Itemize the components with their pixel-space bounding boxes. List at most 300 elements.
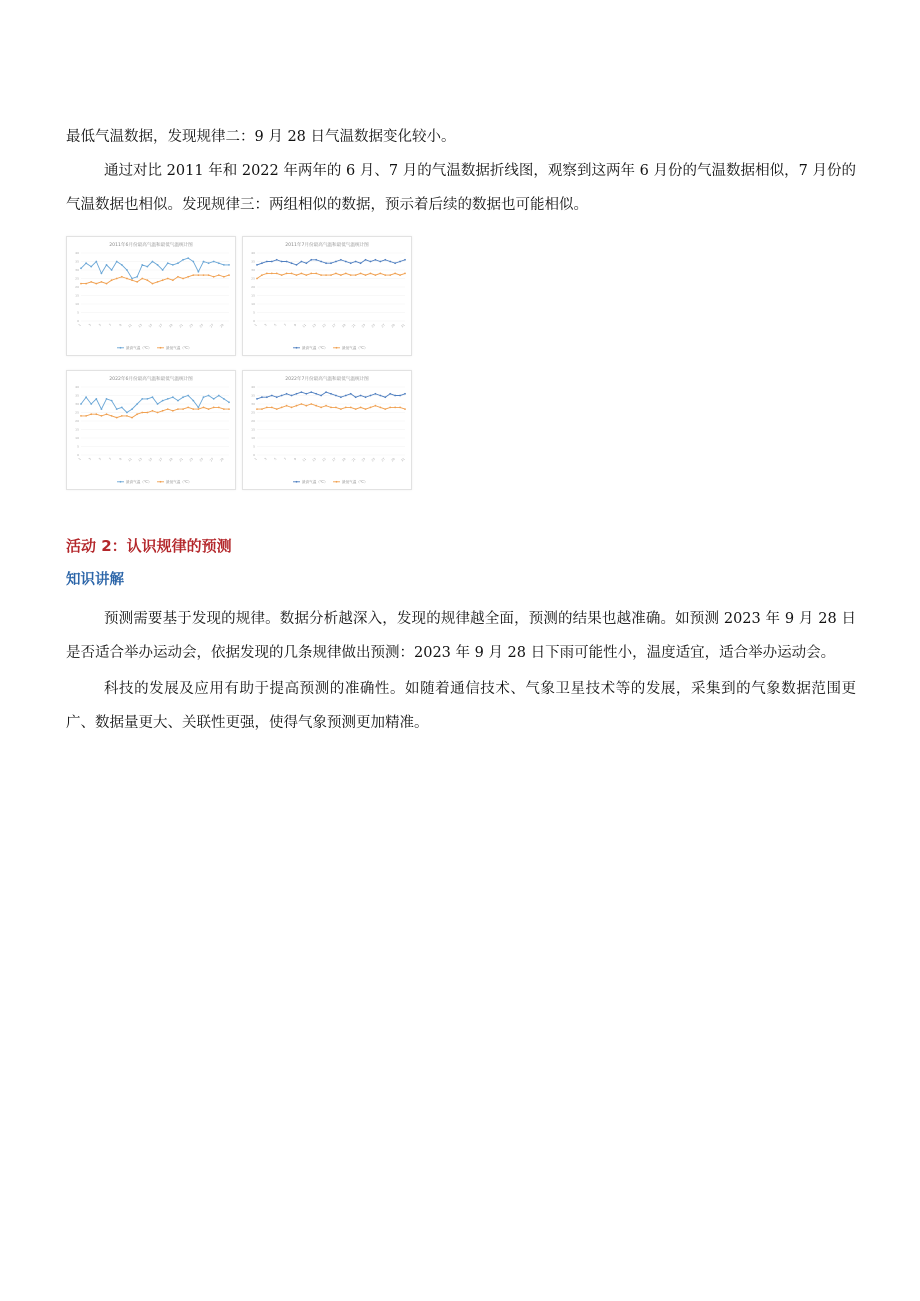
data-point [256,408,258,410]
data-point [404,393,406,395]
data-point [379,261,381,263]
y-tick-label: 10 [75,436,79,440]
x-tick-label: 25 [370,322,377,329]
legend-marker [120,347,122,349]
chart-title: 2022年6月份最高气温和最低气温统计图 [109,377,193,382]
x-tick-label: 5 [97,322,103,328]
data-point [162,400,164,402]
x-tick-label: 27 [208,322,215,329]
legend-label: 最高气温（℃） [302,480,328,484]
x-tick-label: 29 [390,456,396,463]
data-point [291,273,293,275]
legend-marker [296,347,298,349]
y-tick-label: 5 [77,444,79,449]
data-point [157,403,159,405]
x-tick-label: 31 [400,456,406,463]
data-point [399,407,401,409]
y-tick-label: 30 [251,268,255,272]
x-tick-label: 25 [198,456,205,463]
data-point [325,391,327,393]
y-tick-label: 30 [251,402,255,406]
data-point [370,261,372,263]
legend-label: 最高气温（℃） [126,480,152,484]
data-point [106,413,108,415]
y-tick-label: 30 [75,268,79,272]
data-point [172,396,174,398]
data-point [162,279,164,281]
series-line [81,275,229,284]
data-point [350,274,352,276]
data-point [172,279,174,281]
data-point [95,261,97,263]
x-tick-label: 25 [198,322,205,329]
y-tick-label: 15 [75,427,79,432]
data-point [157,264,159,266]
data-point [330,407,332,409]
data-point [281,407,283,409]
data-point [310,403,312,405]
data-point [291,407,293,409]
x-tick-label: 15 [321,456,327,463]
x-tick-label: 7 [108,322,113,328]
data-point [345,395,347,397]
data-point [203,274,205,276]
data-point [281,261,283,263]
data-point [95,283,97,285]
x-tick-label: 19 [340,456,347,463]
y-tick-label: 0 [253,453,255,457]
data-point [330,262,332,264]
y-tick-label: 5 [77,310,79,315]
data-point [197,271,199,273]
y-tick-label: 15 [251,427,255,432]
data-point [404,273,406,275]
data-point [296,405,298,407]
paragraph-prediction: 预测需要基于发现的规律。数据分析越深入，发现的规律越全面，预测的结果也越准确。如预测 2023 年 9 月 28 日是否适合举办运动会，依据发现的几条规律做出预测：2023 年 9 月 28 日下雨可能性小，温度适宜，适合举办运动会。 [66,611,856,661]
x-tick-label: 27 [380,456,386,463]
x-tick-label: 15 [147,322,154,329]
data-point [136,281,138,283]
data-point [90,403,92,405]
data-point [111,415,113,417]
data-point [301,403,303,405]
data-point [301,391,303,393]
legend-marker [336,481,338,483]
chart-2011-june [66,236,236,356]
chart-title: 2011年7月份最高气温和最低气温统计图 [285,243,369,248]
data-point [370,407,372,409]
data-point [116,408,118,410]
data-point [80,403,82,405]
y-tick-label: 30 [75,402,79,406]
chart-2022-june [66,370,236,490]
data-point [340,259,342,261]
x-tick-label: 11 [127,456,133,463]
x-tick-label: 21 [178,456,184,463]
data-point [90,413,92,415]
data-point [85,262,87,264]
data-point [131,278,133,280]
x-tick-label: 15 [321,322,327,329]
legend-label: 最低气温（℃） [166,346,192,350]
data-point [404,408,406,410]
data-point [177,408,179,410]
data-point [90,281,92,283]
data-point [261,408,263,410]
data-point [116,417,118,419]
data-point [228,264,230,266]
x-tick-label: 9 [292,322,298,328]
paragraph-rule-two: 最低气温数据，发现规律二：9 月 28 日气温数据变化较小。 [66,129,456,145]
chart-2022-july [242,370,412,490]
activity-heading: 活动 2：认识规律的预测 [66,537,232,555]
data-point [177,262,179,264]
data-point [389,407,391,409]
data-point [360,273,362,275]
y-tick-label: 35 [251,393,255,398]
y-tick-label: 40 [75,385,79,389]
x-tick-label: 9 [118,456,123,462]
data-point [355,274,357,276]
x-tick-label: 13 [311,322,317,329]
data-point [281,395,283,397]
data-point [101,415,103,417]
data-point [80,283,82,285]
data-point [80,415,82,417]
data-point [126,412,128,414]
x-tick-label: 23 [360,322,367,329]
chart-title: 2022年7月份最高气温和最低气温统计图 [285,377,369,382]
y-tick-label: 20 [251,419,255,423]
data-point [192,274,194,276]
data-point [261,396,263,398]
data-point [301,273,303,275]
data-point [370,273,372,275]
data-point [146,279,148,281]
data-point [136,413,138,415]
x-tick-label: 25 [370,456,377,463]
data-point [106,398,108,400]
data-point [365,259,367,261]
data-point [203,396,205,398]
paragraph-technology: 科技的发展及应用有助于提高预测的准确性。如随着通信技术、气象卫星技术等的发展，采集到的气象数据范围更广、数据量更大、关联性更强，使得气象预测更加精准。 [66,681,856,731]
data-point [172,264,174,266]
data-point [305,262,307,264]
y-tick-label: 40 [75,251,79,255]
x-tick-label: 7 [283,322,288,328]
data-point [379,273,381,275]
data-point [187,276,189,278]
data-point [187,407,189,409]
data-point [286,393,288,395]
data-point [320,407,322,409]
data-point [340,408,342,410]
data-point [141,412,143,414]
data-point [266,396,268,398]
data-point [384,274,386,276]
data-point [394,273,396,275]
y-tick-label: 15 [75,293,79,298]
data-point [126,269,128,271]
data-point [182,396,184,398]
data-point [157,412,159,414]
data-point [301,261,303,263]
data-point [80,267,82,269]
data-point [256,398,258,400]
data-point [389,261,391,263]
data-point [228,274,230,276]
data-point [152,410,154,412]
data-point [286,405,288,407]
data-point [141,398,143,400]
data-point [276,408,278,410]
data-point [141,278,143,280]
data-point [360,395,362,397]
data-point [95,413,97,415]
x-tick-label: 11 [301,456,308,463]
data-point [399,274,401,276]
data-point [146,412,148,414]
data-point [152,396,154,398]
data-point [111,279,113,281]
chart-svg [243,371,411,489]
data-point [384,259,386,261]
data-point [389,393,391,395]
data-point [355,396,357,398]
data-point [167,408,169,410]
y-tick-label: 35 [75,393,79,398]
data-point [340,396,342,398]
y-tick-label: 10 [251,302,255,306]
data-point [208,262,210,264]
y-tick-label: 20 [75,419,79,423]
data-point [266,261,268,263]
x-tick-label: 23 [188,322,194,329]
x-tick-label: 29 [390,322,396,329]
data-point [335,395,337,397]
data-point [320,274,322,276]
data-point [315,259,317,261]
data-point [291,262,293,264]
data-point [197,407,199,409]
y-tick-label: 10 [75,302,79,306]
data-point [208,408,210,410]
data-point [106,283,108,285]
y-tick-label: 5 [253,444,255,449]
data-point [121,264,123,266]
data-point [95,398,97,400]
legend-marker [120,481,122,483]
data-point [379,407,381,409]
data-point [271,273,273,275]
data-point [111,400,113,402]
data-point [192,261,194,263]
data-point [141,264,143,266]
data-point [305,405,307,407]
data-point [203,407,205,409]
data-point [177,276,179,278]
data-point [310,259,312,261]
data-point [325,405,327,407]
data-point [350,393,352,395]
data-point [218,262,220,264]
data-point [365,408,367,410]
data-point [310,391,312,393]
chart-2011-july [242,236,412,356]
legend-label: 最高气温（℃） [126,346,152,350]
chart-svg [67,371,235,489]
data-point [271,407,273,409]
y-tick-label: 40 [251,251,255,255]
data-point [192,400,194,402]
data-point [320,395,322,397]
data-point [320,261,322,263]
data-point [276,396,278,398]
temperature-chart-grid [66,236,412,490]
data-point [399,261,401,263]
data-point [213,261,215,263]
data-point [375,274,377,276]
data-point [126,415,128,417]
data-point [394,262,396,264]
data-point [335,261,337,263]
x-tick-label: 13 [137,322,143,329]
data-point [136,403,138,405]
data-point [315,405,317,407]
data-point [355,408,357,410]
x-tick-label: 3 [87,322,92,328]
data-point [330,274,332,276]
data-point [296,264,298,266]
data-point [384,408,386,410]
y-tick-label: 25 [251,410,255,415]
y-tick-label: 35 [251,259,255,264]
data-point [296,393,298,395]
data-point [379,395,381,397]
data-point [345,261,347,263]
y-tick-label: 0 [253,319,255,323]
data-point [375,405,377,407]
y-tick-label: 25 [75,276,79,281]
x-tick-label: 21 [350,456,357,463]
data-point [375,259,377,261]
data-point [218,274,220,276]
y-tick-label: 5 [253,310,255,315]
data-point [365,274,367,276]
data-point [197,274,199,276]
legend-marker [160,347,162,349]
x-tick-label: 1 [77,456,82,462]
data-point [389,274,391,276]
data-point [291,395,293,397]
data-point [360,262,362,264]
data-point [261,274,263,276]
x-tick-label: 21 [350,322,357,329]
data-point [223,408,225,410]
data-point [146,266,148,268]
chart-svg [67,237,235,355]
x-tick-label: 19 [340,322,347,329]
data-point [121,276,123,278]
x-tick-label: 19 [168,322,174,329]
chart-svg [243,237,411,355]
data-point [152,283,154,285]
y-tick-label: 40 [251,385,255,389]
data-point [350,407,352,409]
x-tick-label: 23 [360,456,367,463]
data-point [296,274,298,276]
y-tick-label: 0 [77,453,79,457]
data-point [85,283,87,285]
data-point [218,395,220,397]
data-point [85,396,87,398]
x-tick-label: 7 [283,456,288,462]
data-point [360,407,362,409]
data-point [177,400,179,402]
x-tick-label: 13 [137,456,143,463]
chart-title: 2011年6月份最高气温和最低气温统计图 [109,243,193,248]
x-tick-label: 3 [263,456,268,462]
y-tick-label: 15 [251,293,255,298]
legend-label: 最低气温（℃） [166,480,192,484]
data-point [116,261,118,263]
data-point [172,410,174,412]
data-point [131,408,133,410]
data-point [101,408,103,410]
paragraph-rule-three: 通过对比 2011 年和 2022 年两年的 6 月、7 月的气温数据折线图，观察到这两年 6 月份的气温数据相似，7 月份的气温数据也相似。发现规律三：两组相似的数据，预示着后续的数据也可能相似。 [66,163,856,213]
data-point [223,264,225,266]
data-point [266,273,268,275]
data-point [146,398,148,400]
data-point [167,278,169,280]
legend-label: 最高气温（℃） [302,346,328,350]
x-tick-label: 17 [157,322,164,329]
data-point [101,273,103,275]
knowledge-heading: 知识讲解 [66,572,124,588]
data-point [131,279,133,281]
x-tick-label: 1 [77,322,82,328]
data-point [182,408,184,410]
data-point [276,259,278,261]
data-point [310,273,312,275]
x-tick-label: 5 [97,456,103,462]
data-point [345,407,347,409]
legend-label: 最低气温（℃） [342,346,368,350]
legend-marker [160,481,162,483]
data-point [152,261,154,263]
data-point [286,273,288,275]
data-point [136,276,138,278]
legend-marker [296,481,298,483]
data-point [167,398,169,400]
data-point [335,407,337,409]
data-point [256,264,258,266]
x-tick-label: 15 [147,456,154,463]
data-point [256,278,258,280]
data-point [162,269,164,271]
data-point [286,261,288,263]
x-tick-label: 29 [219,322,225,329]
x-tick-label: 31 [400,322,406,329]
data-point [192,408,194,410]
x-tick-label: 9 [118,322,123,328]
data-point [394,395,396,397]
data-point [213,407,215,409]
data-point [370,395,372,397]
x-tick-label: 17 [331,456,337,463]
data-point [213,276,215,278]
data-point [305,274,307,276]
